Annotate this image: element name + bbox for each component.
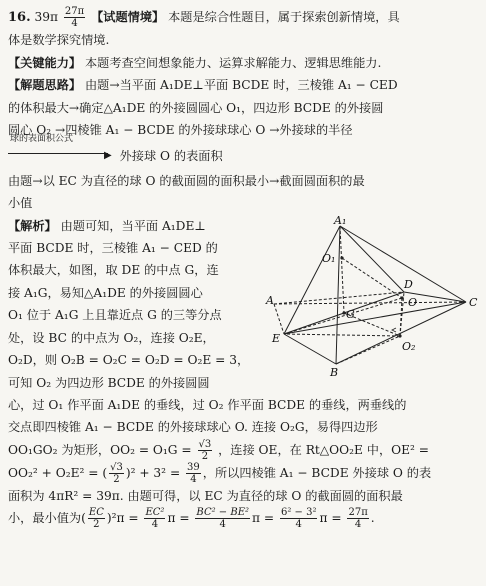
solution-line-7: O₂D，则 O₂B = O₂C = O₂D = O₂E = 3， xyxy=(8,353,250,368)
solution-line-3: 体积最大，如图，取 DE 的中点 G，连 xyxy=(8,263,219,278)
solution-text-12b: )² + 3² = xyxy=(125,465,181,480)
fraction-ec-over-2 xyxy=(88,507,105,530)
frac-den: 2 xyxy=(201,450,209,462)
answer-second-den: 4 xyxy=(71,18,78,29)
edge-e-c xyxy=(284,302,466,334)
frac-den: 2 xyxy=(93,519,100,531)
dash-b-o2 xyxy=(336,336,400,364)
solution-text-14e: π = xyxy=(319,511,342,526)
approach-line-2: 的体积最大→确定△A₁DE 的外接圆圆心 O₁，四边形 BCDE 的外接圆 xyxy=(8,100,384,115)
solution-line-14 xyxy=(8,507,478,530)
label-e: E xyxy=(272,332,281,345)
solution-text-14c: π = xyxy=(167,511,190,526)
label-c: C xyxy=(469,296,478,309)
fraction-36-9-over-4 xyxy=(280,507,317,530)
approach-line-6: 小值 xyxy=(8,196,33,211)
solution-line-6: 处，设 BC 的中点为 O₂，连接 O₂E， xyxy=(8,330,215,345)
frac-num: 27π xyxy=(348,507,368,519)
dash-a-e xyxy=(274,304,284,334)
solution-text-1: 由题可知，当平面 A₁DE⊥ xyxy=(60,218,206,233)
solution-line-13: 面积为 4πR² = 39π. 由题可得，以 EC 为直径的球 O 的截面圆的面积最 xyxy=(8,488,403,503)
point-o xyxy=(400,296,403,299)
fraction-27pi-over-4 xyxy=(347,507,368,530)
solution-line-10: 交点即四棱锥 A₁ − BCDE 的外接球球心 O. 连接 O₂G，易得四边形 xyxy=(8,420,378,435)
solution-text-12c: ，所以四棱锥 A₁ − BCDE 外接球 O 的表 xyxy=(202,465,432,480)
dash-a-d xyxy=(274,292,404,304)
solution-text-12a: OO₂² + O₂E² = ( xyxy=(8,465,108,480)
label-g: G xyxy=(346,308,355,321)
label-a: A xyxy=(266,294,274,307)
solution-line-2: 平面 BCDE 时，三棱锥 A₁ − CED 的 xyxy=(8,241,218,256)
answer-second-num: 27π xyxy=(64,6,85,17)
frac-den: 2 xyxy=(113,473,120,485)
solution-text-14b: )²π = xyxy=(106,511,139,526)
point-o2 xyxy=(398,334,401,337)
label-o: O xyxy=(408,296,418,309)
approach-line-4 xyxy=(8,134,478,169)
edge-a1-b xyxy=(336,226,340,364)
approach-label: 【解题思路】 xyxy=(8,78,82,93)
right-angle-mark xyxy=(392,328,396,332)
pyramid-figure xyxy=(266,214,480,379)
dash-o2-e xyxy=(284,334,400,336)
frac-den: 4 xyxy=(219,519,226,531)
label-b: B xyxy=(330,366,339,379)
frac-num: BC² − BE² xyxy=(196,507,250,519)
solution-line-8: 可知 O₂ 为四边形 BCDE 的外接圆圆 xyxy=(8,375,210,390)
context-text-2: 体是数学探究情境. xyxy=(8,33,110,48)
dash-a1-g xyxy=(340,226,344,313)
context-text-1: 本题是综合性题目，属于探索创新情境，具 xyxy=(168,10,400,24)
approach-line-1 xyxy=(8,74,478,96)
solution-text-11a: OO₁GO₂ 为矩形，OO₂ = O₁G = xyxy=(8,442,192,457)
edge-b-c xyxy=(336,302,466,364)
ability-text: 本题考查空间想象能力、运算求解能力、逻辑思维能力. xyxy=(85,55,382,70)
fraction-sqrt3-over-2 xyxy=(198,439,213,462)
solution-line-5: O₁ 位于 A₁G 上且靠近点 G 的三等分点 xyxy=(8,308,222,323)
label-o1: O₁ xyxy=(322,252,336,265)
fraction-sqrt3-over-2-b xyxy=(109,462,124,485)
frac-num: √3 xyxy=(198,438,212,450)
approach-line-3: 圆心 O₂ →四棱锥 A₁ − BCDE 的外接球球心 O →外接球的半径 xyxy=(8,123,353,138)
solution-line-12 xyxy=(8,462,478,485)
fraction-bc2-be2-over-4 xyxy=(195,507,250,530)
solution-line-4: 接 A₁G，易知△A₁DE 的外接圆圆心 xyxy=(8,285,203,300)
arrow-label: 球的表面积公式 xyxy=(10,134,74,145)
solution-text-14a: 小，最小值为( xyxy=(8,511,86,526)
approach-line-5: 由题→以 EC 为直径的球 O 的截面圆的面积最小→截面圆面积的最 xyxy=(8,173,365,188)
approach-text-1: 由题→当平面 A₁DE⊥平面 BCDE 时，三棱锥 A₁ − CED xyxy=(85,78,398,93)
frac-num: √3 xyxy=(110,461,123,473)
frac-den: 4 xyxy=(190,473,197,485)
solution-label: 【解析】 xyxy=(8,218,57,233)
frac-num: EC xyxy=(88,507,104,519)
dash-o1-o xyxy=(342,258,402,298)
arrow-head-icon: ▶ xyxy=(104,150,112,162)
context-label: 【试题情境】 xyxy=(91,10,165,24)
solution-text-14f: . xyxy=(370,511,375,526)
ability-line xyxy=(8,52,478,74)
question-number: 16. xyxy=(8,10,31,25)
solution-line-1 xyxy=(8,215,263,237)
frac-den: 4 xyxy=(295,519,302,531)
formula-arrow xyxy=(8,134,116,169)
label-d: D xyxy=(404,278,413,291)
frac-den: 4 xyxy=(151,519,159,531)
edge-e-b xyxy=(284,334,336,364)
fraction-39-over-4 xyxy=(186,462,201,485)
point-o1 xyxy=(340,256,343,259)
answer-second xyxy=(64,6,85,29)
solution-text-11b: ，连接 OE，在 Rt△OO₂E 中，OE² = xyxy=(218,442,430,457)
approach-text-4: 外接球 O 的表面积 xyxy=(119,149,223,164)
solution-line-9: 心，过 O₁ 作平面 A₁DE 的垂线，过 O₂ 作平面 BCDE 的垂线，两垂线的 xyxy=(8,397,407,412)
frac-num: 39 xyxy=(187,461,200,473)
answer-first: 39π xyxy=(34,10,59,24)
frac-den: 4 xyxy=(354,519,362,531)
frac-num: EC² xyxy=(145,507,165,519)
solution-text-14d: π = xyxy=(252,511,275,526)
solution-line-11 xyxy=(8,439,478,462)
ability-label: 【关键能力】 xyxy=(8,55,82,70)
frac-num: 6² − 3² xyxy=(281,507,317,519)
label-o2: O₂ xyxy=(402,340,416,353)
fraction-ec2-over-4 xyxy=(144,507,165,530)
arrow-shaft xyxy=(8,153,108,154)
question-header-line xyxy=(8,6,478,29)
label-a1: A₁ xyxy=(334,214,347,227)
